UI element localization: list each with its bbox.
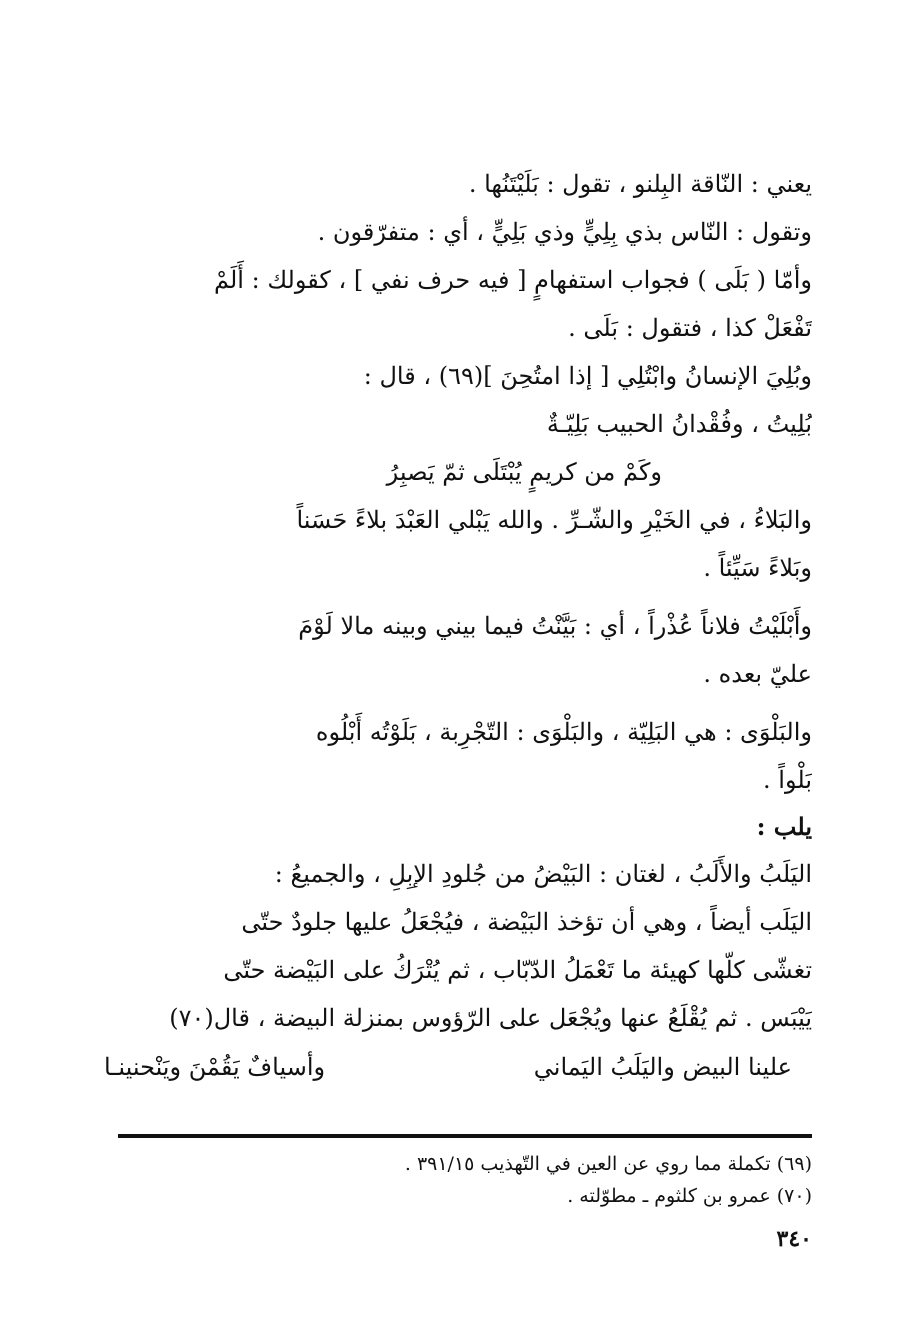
text-line: والبَلْوَى : هي البَلِيّة ، والبَلْوَى : التّجْرِبة ، بَلَوْتُه أَبْلُوه bbox=[315, 718, 812, 746]
poem-verse bbox=[104, 1042, 812, 1092]
text-line: يَيْبَس . ثم يُقْلَعُ عنها ويُجْعَل على الرّؤوس بمنزلة البيضة ، قال(٧٠) bbox=[169, 1004, 812, 1032]
text-line: وأمّا ( بَلَى ) فجواب استفهامٍ [ فيه حرف نفي ] ، كقولك : أَلَمْ bbox=[214, 266, 812, 294]
text-line: تغشّى كلّها كهيئة ما تَعْمَلُ الدّبّاب ، ثم يُتْرَكُ على البَيْضة حتّى bbox=[223, 956, 812, 984]
text-line: وأَبْلَيْتُ فلاناً عُذْراً ، أي : بَيَّنْتُ فيما بيني وبينه مالا لَوْمَ bbox=[298, 612, 812, 640]
text-line: والبَلاءُ ، في الخَيْرِ والشّـرِّ . والله يَبْلي العَبْدَ بلاءً حَسَناً bbox=[296, 506, 812, 534]
text-line: عليّ بعده . bbox=[703, 660, 812, 688]
text-line: وتقول : النّاس بذي بِلِيٍّ وذي بَلِيٍّ ، أي : متفرّقون . bbox=[317, 218, 812, 246]
text-line: وبَلاءً سَيِّئاً . bbox=[703, 554, 812, 582]
text-line: اليَلَب أيضاً ، وهي أن تؤخذ البَيْضة ، فيُجْعَلُ عليها جلودٌ حتّى bbox=[241, 908, 812, 936]
footnote-70: (٧٠) عمرو بن كلثوم ـ مطوّلته . bbox=[567, 1185, 812, 1207]
verse-line: بُلِيتُ ، وفُقْدانُ الحبيب بَلِيّـةٌ bbox=[546, 410, 812, 438]
verse-line: وكَمْ من كريمٍ يُبْتَلَى ثمّ يَصبِرُ bbox=[386, 458, 662, 486]
footnotes bbox=[104, 1148, 812, 1212]
text-line: يعني : النّاقة البِلنو ، تقول : بَلَيْتَنُها . bbox=[468, 170, 812, 198]
verse-second-hemistich: وأسيافٌ يَقُمْنَ ويَنْحنينـا bbox=[104, 1053, 326, 1081]
page-body bbox=[104, 160, 812, 1092]
text-line: بَلْواً . bbox=[763, 766, 812, 794]
verse-first-hemistich: علينا البيض واليَلَبُ اليَماني bbox=[533, 1053, 792, 1081]
text-line: وبُلِيَ الإنسانُ وابْتُلِي [ إذا امتُحِنَ ](٦٩) ، قال : bbox=[363, 362, 812, 390]
text-line: اليَلَبُ والأَلَبُ ، لغتان : البَيْضُ من جُلودِ الإبِلِ ، والجميعُ : bbox=[274, 860, 812, 888]
footnote-divider bbox=[118, 1134, 812, 1138]
entry-heading: يلب : bbox=[756, 812, 812, 841]
page-number: ٣٤٠ bbox=[776, 1226, 812, 1252]
footnote-69: (٦٩) تكملة مما روي عن العين في التّهذيب ٣٩١/١٥ . bbox=[404, 1153, 812, 1175]
text-line: تَفْعَلْ كذا ، فتقول : بَلَى . bbox=[568, 314, 812, 342]
